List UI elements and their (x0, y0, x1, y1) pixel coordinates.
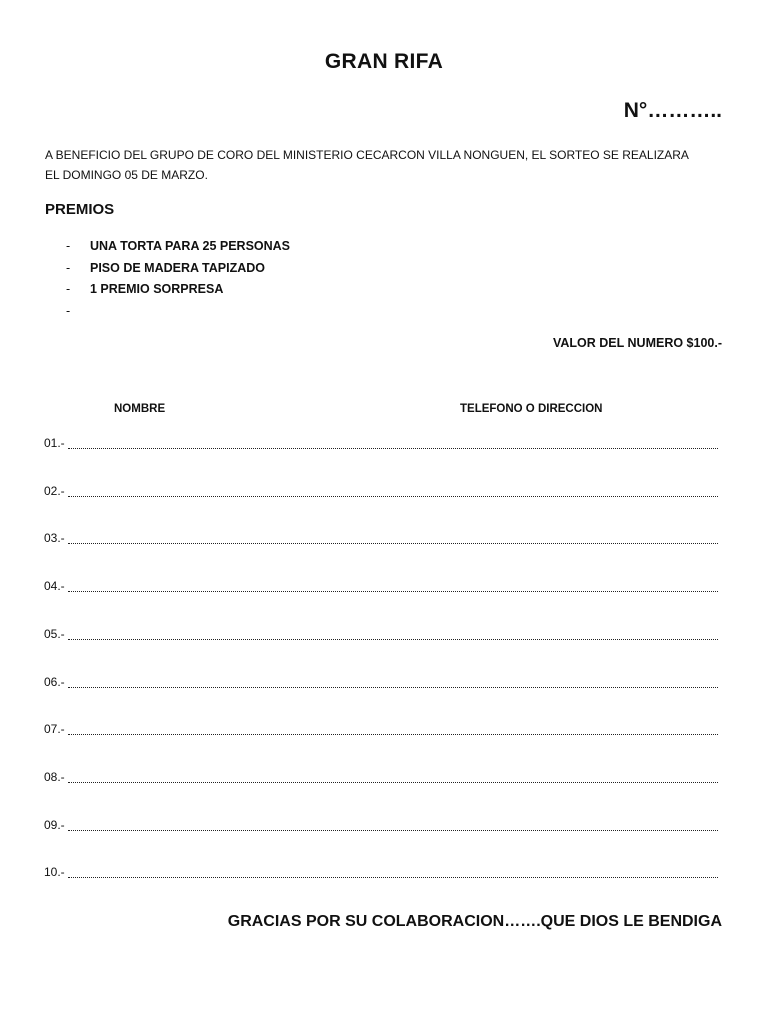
dotted-fill-line (68, 543, 718, 544)
entry-number: 08.- (44, 770, 65, 784)
entry-line[interactable] (44, 865, 718, 881)
entry-line[interactable] (44, 484, 718, 500)
entry-line[interactable] (44, 579, 718, 595)
entry-line[interactable] (44, 722, 718, 738)
closing-message: GRACIAS POR SU COLABORACION…….QUE DIOS LE BENDIGA (227, 913, 722, 930)
prize-item (66, 258, 290, 280)
entry-line[interactable] (44, 627, 718, 643)
entry-number: 01.- (44, 436, 65, 450)
document-title: GRAN RIFA (324, 50, 444, 73)
prize-text: UNA TORTA PARA 25 PERSONAS (90, 239, 291, 253)
dotted-fill-line (68, 687, 718, 688)
entry-number: 03.- (44, 531, 65, 545)
entry-line[interactable] (44, 770, 718, 786)
entry-line[interactable] (44, 818, 718, 834)
entry-line[interactable] (44, 675, 718, 691)
dotted-fill-line (68, 448, 718, 449)
prize-bullet: - (66, 303, 71, 318)
entry-number: 04.- (44, 579, 65, 593)
prize-item (66, 279, 290, 301)
column-header-name: NOMBRE (114, 403, 166, 415)
dotted-fill-line (68, 877, 718, 878)
entry-number: 10.- (44, 865, 65, 879)
prizes-heading: PREMIOS (45, 201, 115, 218)
entry-number: 02.- (44, 484, 65, 498)
prize-bullet: - (66, 260, 71, 275)
entry-number: 07.- (44, 722, 65, 736)
ticket-number: N°……….. (623, 99, 722, 122)
ticket-price: VALOR DEL NUMERO $100.- (552, 336, 722, 350)
entry-number: 05.- (44, 627, 65, 641)
column-header-phone: TELEFONO O DIRECCION (460, 403, 603, 415)
dotted-fill-line (68, 734, 718, 735)
entry-line[interactable] (44, 436, 718, 452)
dotted-fill-line (68, 496, 718, 497)
intro-paragraph: A BENEFICIO DEL GRUPO DE CORO DEL MINISTERIO CECARCON VILLA NONGUEN, EL SORTEO SE REALIZARA EL DOMINGO 05 DE MARZO. (45, 148, 689, 182)
dotted-fill-line (68, 782, 718, 783)
dotted-fill-line (68, 591, 718, 592)
dotted-fill-line (68, 639, 718, 640)
entry-number: 09.- (44, 818, 65, 832)
prize-item (66, 236, 290, 258)
prize-bullet: - (66, 239, 71, 253)
entry-line[interactable] (44, 531, 718, 547)
prize-bullet: - (66, 282, 71, 296)
entry-number: 06.- (44, 675, 65, 689)
prize-list (66, 236, 290, 322)
prize-item (66, 301, 290, 323)
dotted-fill-line (68, 830, 718, 831)
prize-text: 1 PREMIO SORPRESA (90, 282, 224, 296)
prize-text: PISO DE MADERA TAPIZADO (90, 260, 266, 275)
